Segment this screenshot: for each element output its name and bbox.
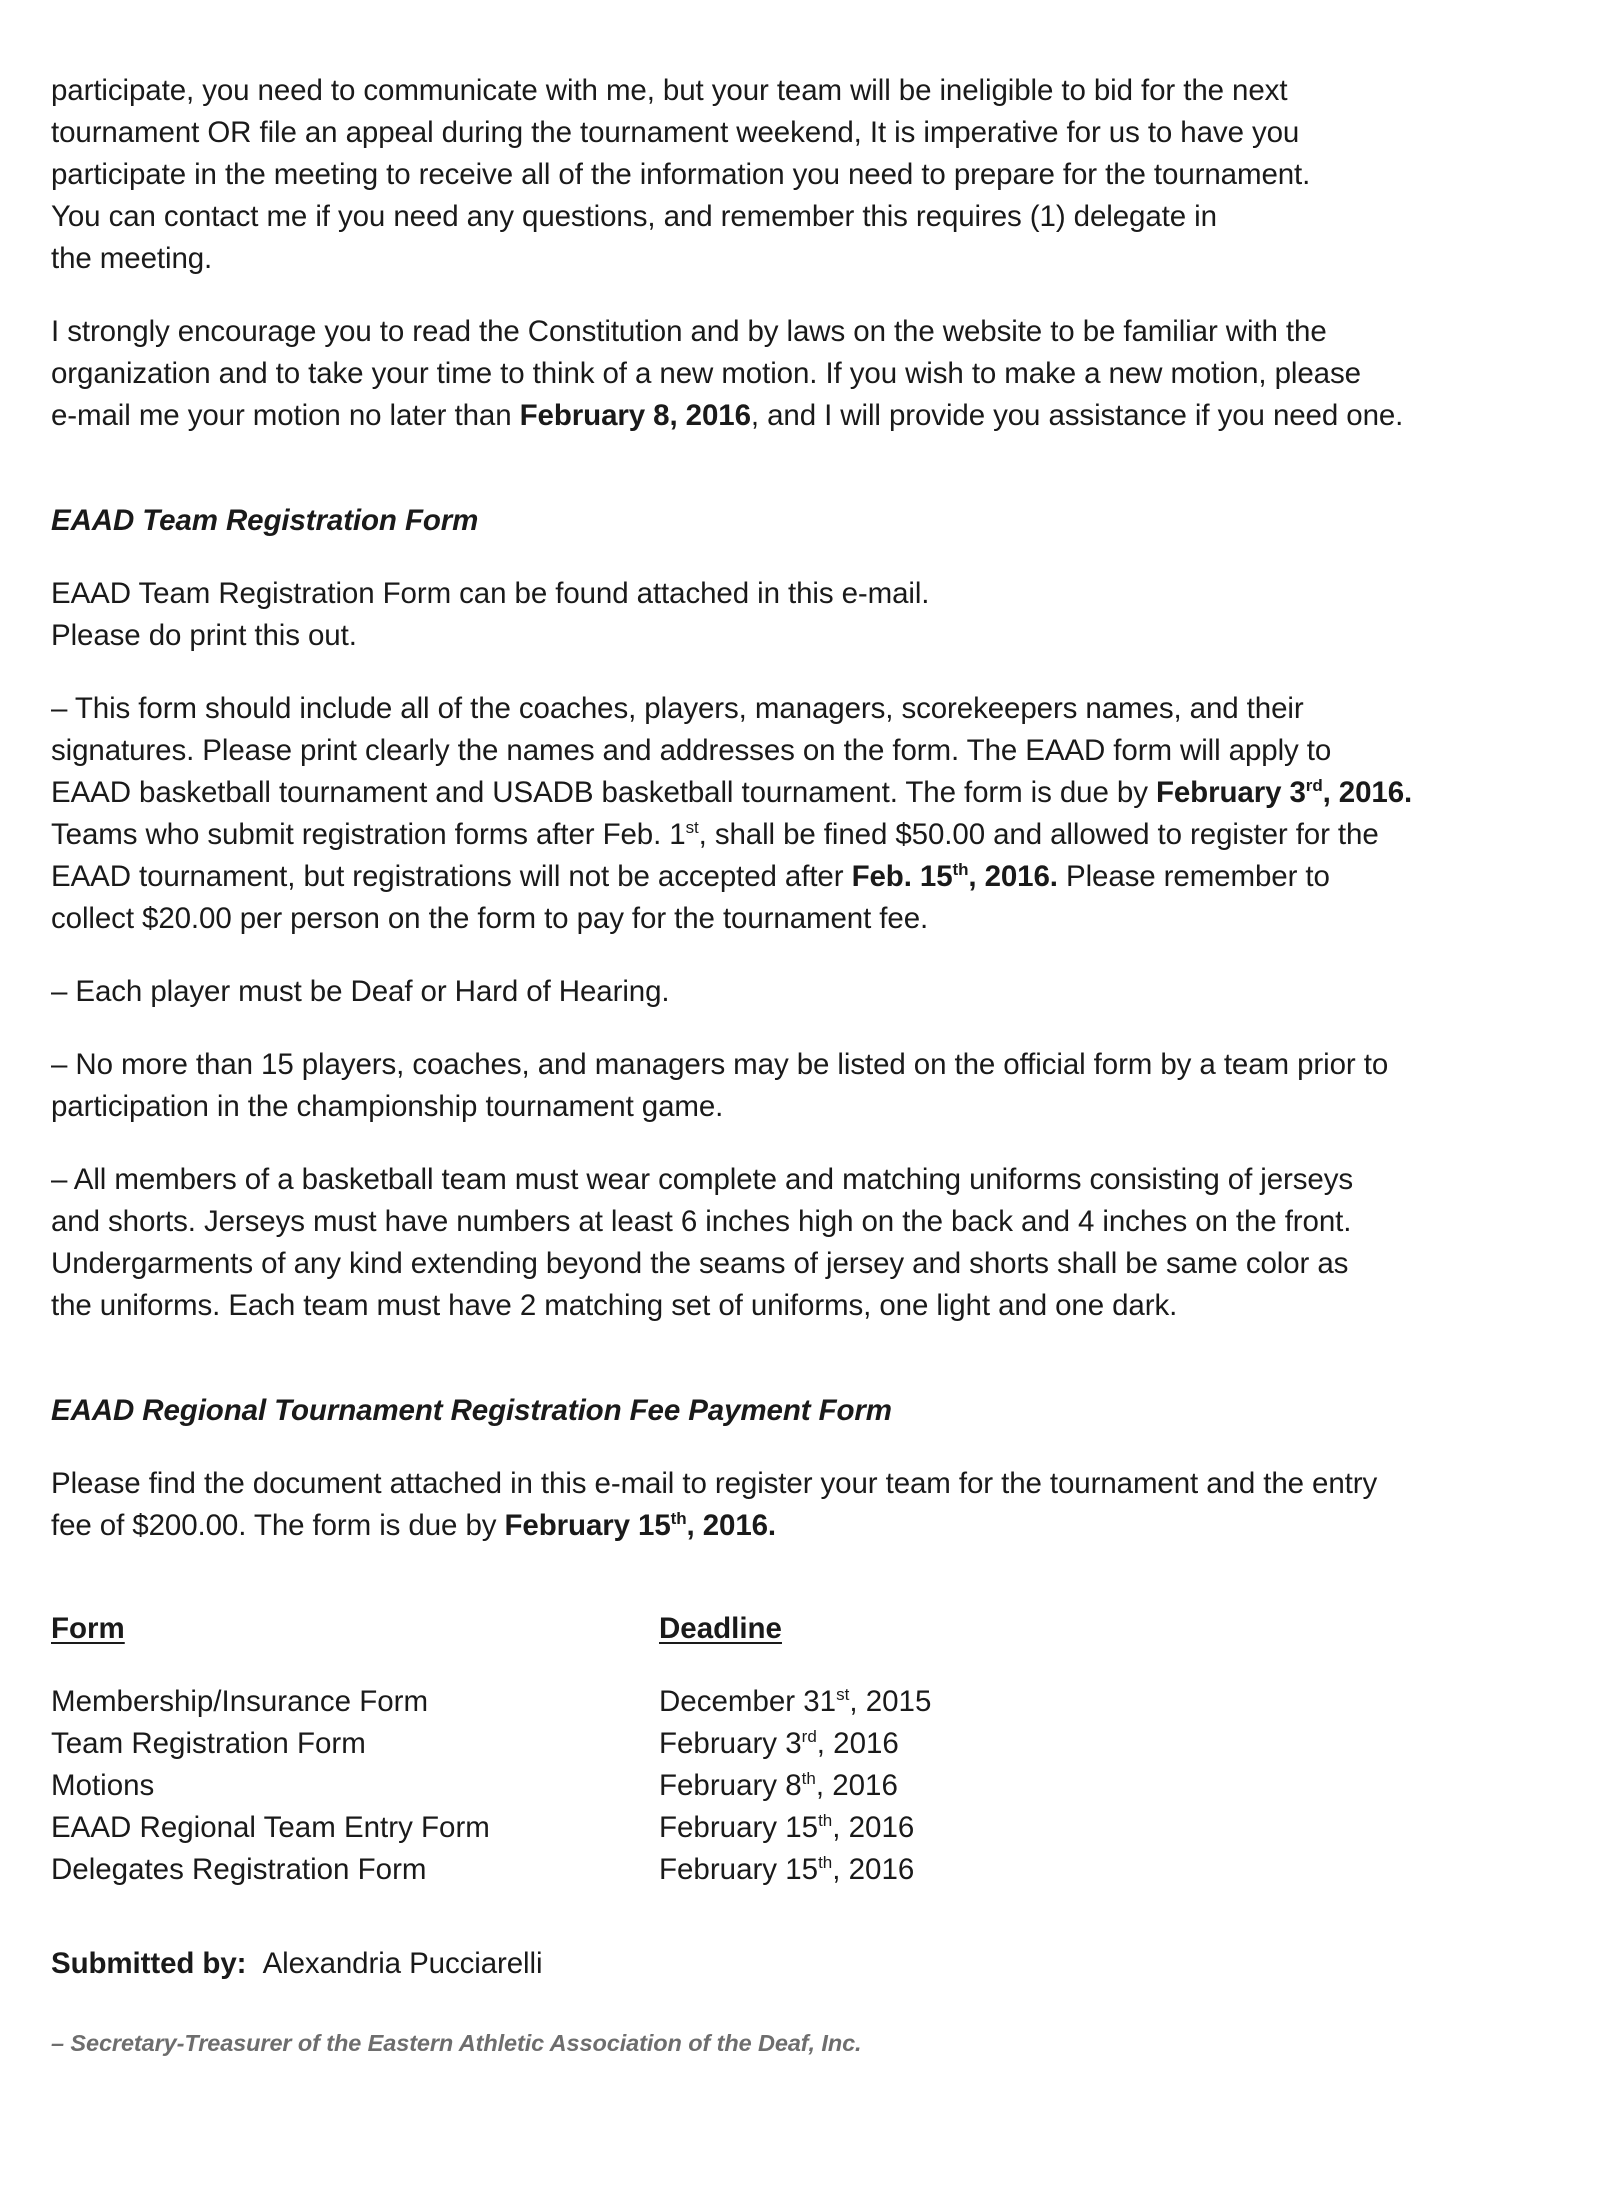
intro-line: participate in the meeting to receive all of the information you need to prepare for the tournament. (51, 158, 1311, 191)
motion-line: I strongly encourage you to read the Constitution and by laws on the website to be familiar with the (51, 315, 1327, 348)
attached-line: Please do print this out. (51, 619, 357, 652)
rules-line (51, 814, 1551, 856)
intro-paragraph (51, 70, 1551, 280)
deadline-date: February 8 (659, 1769, 802, 1802)
fee-text: fee of $200.00. The form is due by (51, 1509, 505, 1542)
ordinal-suffix: th (952, 860, 969, 880)
table-header-row (51, 1608, 1151, 1650)
deadline-year: , 2016. (1322, 776, 1413, 809)
deadline-text: Feb. 15 (851, 860, 953, 893)
deaf-rule (51, 971, 1551, 1013)
rules-text: Teams who submit registration forms after Feb. 1 (51, 818, 686, 851)
ordinal-suffix: rd (801, 1727, 817, 1747)
rule-line: the uniforms. Each team must have 2 matching set of uniforms, one light and one dark. (51, 1289, 1178, 1322)
ordinal-suffix: th (818, 1811, 833, 1831)
rules-text: , shall be fined $50.00 and allowed to register for the (698, 818, 1379, 851)
deadline-cell (659, 1723, 899, 1765)
deadline-text: February 15 (504, 1509, 671, 1542)
intro-line: participate, you need to communicate with me, but your team will be ineligible to bid for the next (51, 74, 1288, 107)
ordinal-suffix: th (818, 1853, 833, 1873)
deadline-text: February 3 (1155, 776, 1306, 809)
fee-form-deadline (505, 1509, 777, 1542)
fee-form-heading: EAAD Regional Tournament Registration Fee Payment Form (51, 1394, 892, 1427)
ordinal-suffix: rd (1305, 776, 1323, 796)
table-row (51, 1849, 1151, 1891)
rules-text: EAAD basketball tournament and USADB basketball tournament. The form is due by (51, 776, 1156, 809)
deadline-column-header: Deadline (659, 1612, 782, 1645)
deadline-year: , 2016. (686, 1509, 777, 1542)
team-registration-heading: EAAD Team Registration Form (51, 504, 479, 537)
table-row (51, 1765, 1151, 1807)
rule-line: participation in the championship tournament game. (51, 1090, 724, 1123)
motion-line: organization and to take your time to think of a new motion. If you wish to make a new motion, please (51, 357, 1361, 390)
form-name-cell: EAAD Regional Team Entry Form (51, 1811, 490, 1844)
rules-line: – This form should include all of the coaches, players, managers, scorekeepers names, and their (51, 692, 1304, 725)
attached-line: EAAD Team Registration Form can be found attached in this e-mail. (51, 577, 930, 610)
deadline-date: February 15 (659, 1811, 819, 1844)
deadline-date: February 3 (659, 1727, 802, 1760)
team-registration-rules (51, 688, 1551, 940)
document-page (51, 70, 1551, 2059)
deadline-cell (659, 1807, 914, 1849)
submitted-by-line (51, 1943, 1551, 1985)
form-name-cell: Delegates Registration Form (51, 1853, 427, 1886)
motion-paragraph (51, 311, 1551, 437)
rules-line: collect $20.00 per person on the form to pay for the tournament fee. (51, 902, 929, 935)
rules-line (51, 772, 1551, 814)
deadline-year: , 2016 (832, 1853, 915, 1886)
deadline-year: , 2016 (832, 1811, 915, 1844)
table-row (51, 1807, 1151, 1849)
rule-line: Undergarments of any kind extending beyond the seams of jersey and shorts shall be same color as (51, 1247, 1349, 1280)
deadline-year: , 2016 (815, 1769, 898, 1802)
rules-line: signatures. Please print clearly the names and addresses on the form. The EAAD form will apply to (51, 734, 1332, 767)
intro-line: tournament OR file an appeal during the tournament weekend, It is imperative for us to have you (51, 116, 1300, 149)
deadline-date: December 31 (659, 1685, 837, 1718)
uniform-rule (51, 1159, 1551, 1327)
submitter-name: Alexandria Pucciarelli (262, 1947, 543, 1980)
rule-line: – No more than 15 players, coaches, and managers may be listed on the official form by a team prior to (51, 1048, 1389, 1081)
signature-title: – Secretary-Treasurer of the Eastern Athletic Association of the Deaf, Inc. (51, 2030, 862, 2056)
fee-line (51, 1505, 1551, 1547)
form-name-cell: Motions (51, 1769, 155, 1802)
team-registration-attached (51, 573, 1551, 657)
ordinal-suffix: st (685, 818, 699, 838)
deadline-cell (659, 1681, 931, 1723)
rules-text: EAAD tournament, but registrations will not be accepted after (51, 860, 852, 893)
table-row (51, 1723, 1151, 1765)
form-column-header: Form (51, 1612, 125, 1645)
submitted-by-label: Submitted by: (51, 1947, 247, 1980)
deadline-cell (659, 1849, 914, 1891)
form-name-cell: Membership/Insurance Form (51, 1685, 429, 1718)
rules-text: Please remember to (1057, 860, 1330, 893)
rule-line: – Each player must be Deaf or Hard of Hearing. (51, 975, 670, 1008)
motion-text: , and I will provide you assistance if you need one. (750, 399, 1404, 432)
deadline-cell (659, 1765, 898, 1807)
roster-limit-rule (51, 1044, 1551, 1128)
deadline-rows (51, 1681, 1151, 1891)
deadline-year: , 2016. (968, 860, 1058, 893)
rule-line: – All members of a basketball team must wear complete and matching uniforms consisting of jerseys (51, 1163, 1353, 1196)
motion-deadline: February 8, 2016 (519, 399, 751, 432)
deadline-year: , 2016 (816, 1727, 899, 1760)
rule-line: and shorts. Jerseys must have numbers at least 6 inches high on the back and 4 inches on the front. (51, 1205, 1352, 1238)
motion-text: e-mail me your motion no later than (51, 399, 520, 432)
rules-line (51, 856, 1551, 898)
ordinal-suffix: th (801, 1769, 816, 1789)
deadlines-table (51, 1608, 1151, 1891)
deadline-date: February 15 (659, 1853, 819, 1886)
fee-line: Please find the document attached in this e-mail to register your team for the tournament and the entry (51, 1467, 1378, 1500)
motion-line (51, 395, 1551, 437)
ordinal-suffix: st (836, 1685, 850, 1705)
table-row (51, 1681, 1151, 1723)
team-form-deadline (1156, 776, 1412, 809)
intro-line: the meeting. (51, 242, 213, 275)
deadline-year: , 2015 (849, 1685, 932, 1718)
fee-form-paragraph (51, 1463, 1551, 1547)
ordinal-suffix: th (670, 1509, 687, 1529)
intro-line: You can contact me if you need any questions, and remember this requires (1) delegate in (51, 200, 1217, 233)
form-name-cell: Team Registration Form (51, 1727, 366, 1760)
late-registration-deadline (852, 860, 1058, 893)
